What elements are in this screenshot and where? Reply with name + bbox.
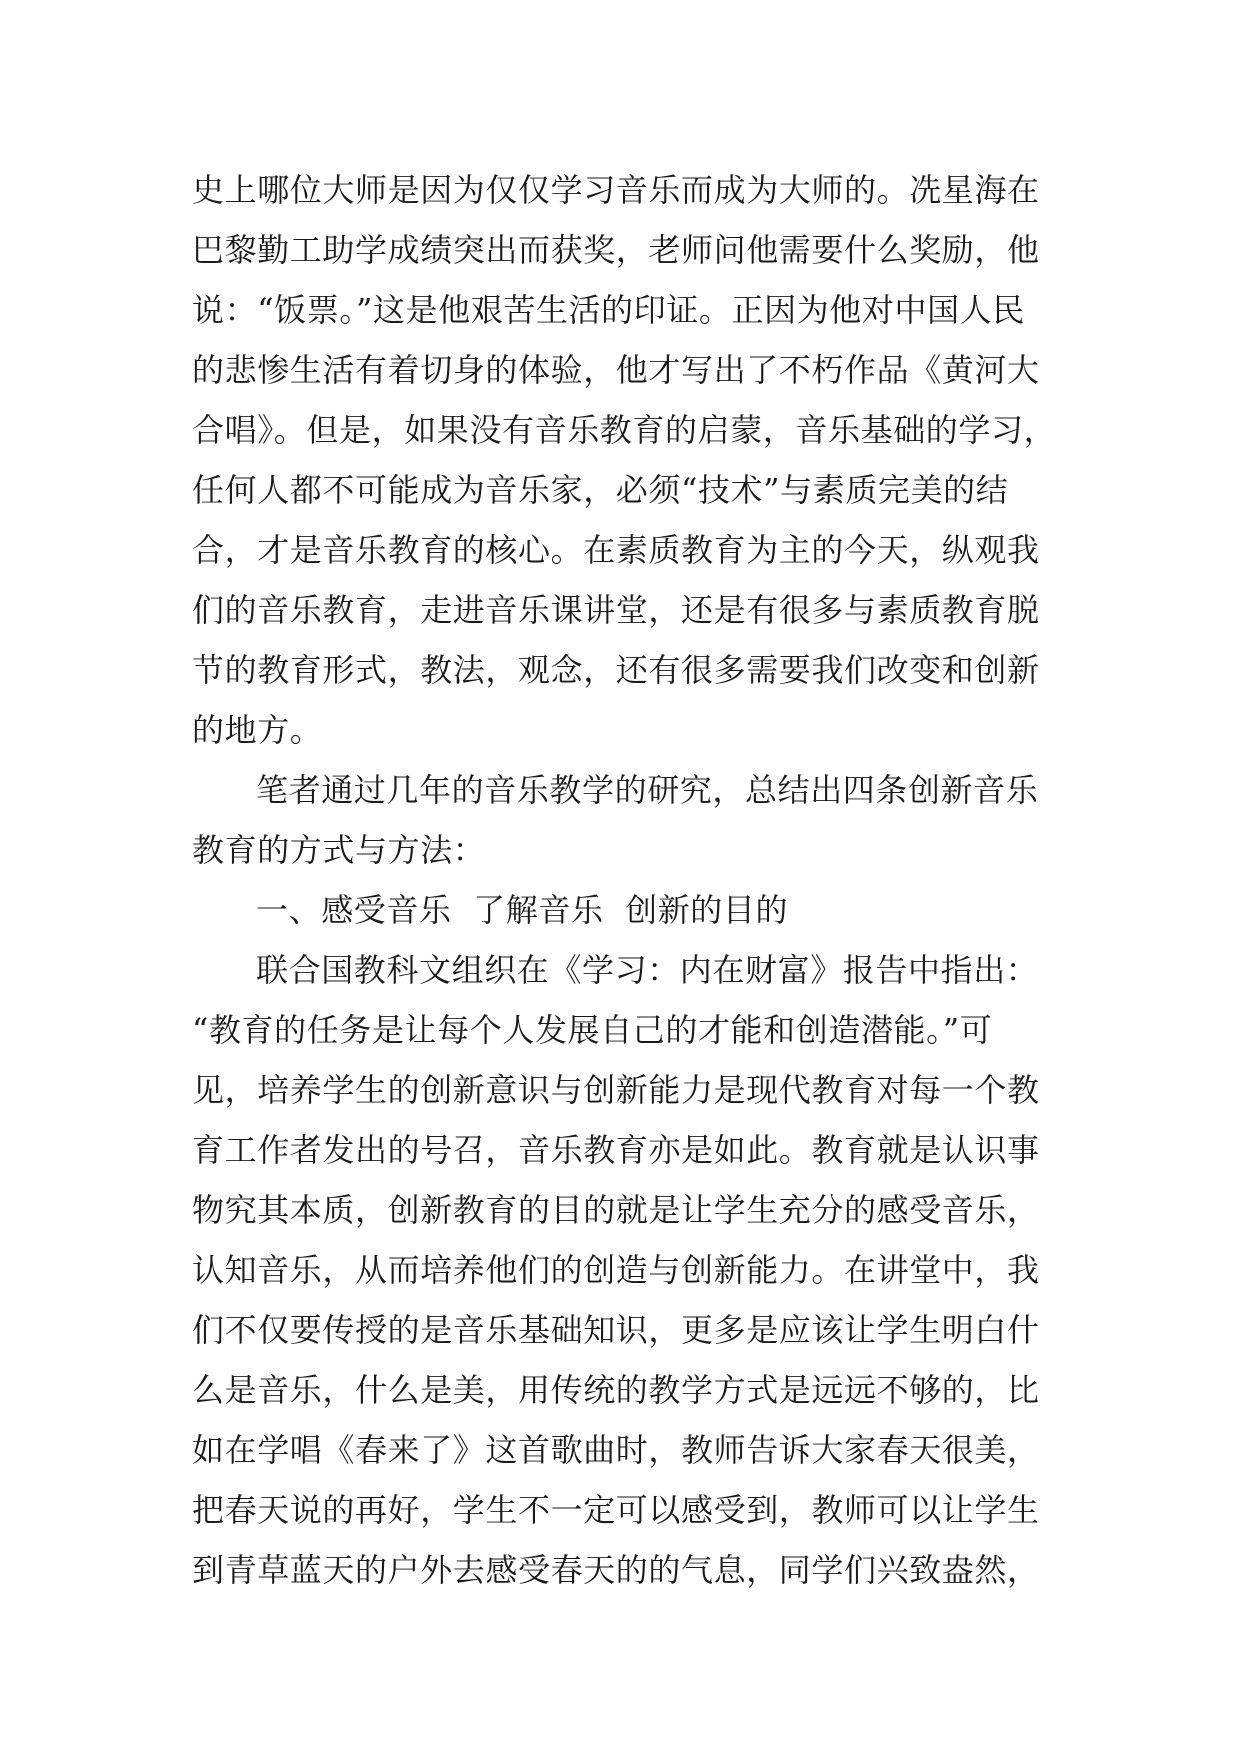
- text-line-8: 们的音乐教育，走进音乐课讲堂，还是有很多与素质教育脱: [192, 591, 1040, 629]
- text-line-3: 说：“饭票。”这是他艰苦生活的印证。正因为他对中国人民: [192, 291, 1025, 329]
- text-line-20: 们不仅要传授的是音乐基础知识，更多是应该让学生明白什: [192, 1311, 1040, 1349]
- text-line-17: 育工作者发出的号召，音乐教育亦是如此。教育就是认识事: [192, 1131, 1040, 1169]
- text-line-5: 合唱》。但是，如果没有音乐教育的启蒙，音乐基础的学习，: [192, 411, 1057, 449]
- text-line-7: 合，才是音乐教育的核心。在素质教育为主的今天，纵观我: [192, 531, 1040, 569]
- text-line-2: 巴黎勤工助学成绩突出而获奖，老师问他需要什么奖励，他: [192, 231, 1040, 269]
- text-line-18: 物究其本质，创新教育的目的就是让学生充分的感受音乐，: [192, 1191, 1040, 1229]
- text-line-11: 笔者通过几年的音乐教学的研究，总结出四条创新音乐: [256, 771, 1039, 809]
- text-line-12: 教育的方式与方法：: [192, 831, 486, 869]
- text-line-6: 任何人都不可能成为音乐家，必须“技术”与素质完美的结: [192, 471, 1009, 509]
- text-line-15: “教育的任务是让每个人发展自己的才能和创造潜能。”可: [192, 1011, 993, 1049]
- text-line-14: 联合国教科文组织在《学习：内在财富》报告中指出：: [256, 951, 1039, 989]
- section-heading: 一、感受音乐 了解音乐 创新的目的: [256, 891, 789, 929]
- text-line-24: 到青草蓝天的户外去感受春天的的气息，同学们兴致盎然，: [192, 1551, 1040, 1589]
- text-line-16: 见，培养学生的创新意识与创新能力是现代教育对每一个教: [192, 1071, 1040, 1109]
- body-text: [192, 160, 1057, 1600]
- text-line-4: 的悲惨生活有着切身的体验，他才写出了不朽作品《黄河大: [192, 351, 1040, 389]
- text-line-21: 么是音乐，什么是美，用传统的教学方式是远远不够的，比: [192, 1371, 1040, 1409]
- text-line-23: 把春天说的再好，学生不一定可以感受到，教师可以让学生: [192, 1491, 1040, 1529]
- text-line-19: 认知音乐，从而培养他们的创造与创新能力。在讲堂中，我: [192, 1251, 1040, 1289]
- text-line-22: 如在学唱《春来了》这首歌曲时，教师告诉大家春天很美，: [192, 1431, 1040, 1469]
- text-line-1: 史上哪位大师是因为仅仅学习音乐而成为大师的。冼星海在: [192, 171, 1040, 209]
- text-line-10: 的地方。: [192, 711, 323, 749]
- text-line-9: 节的教育形式，教法，观念，还有很多需要我们改变和创新: [192, 651, 1040, 689]
